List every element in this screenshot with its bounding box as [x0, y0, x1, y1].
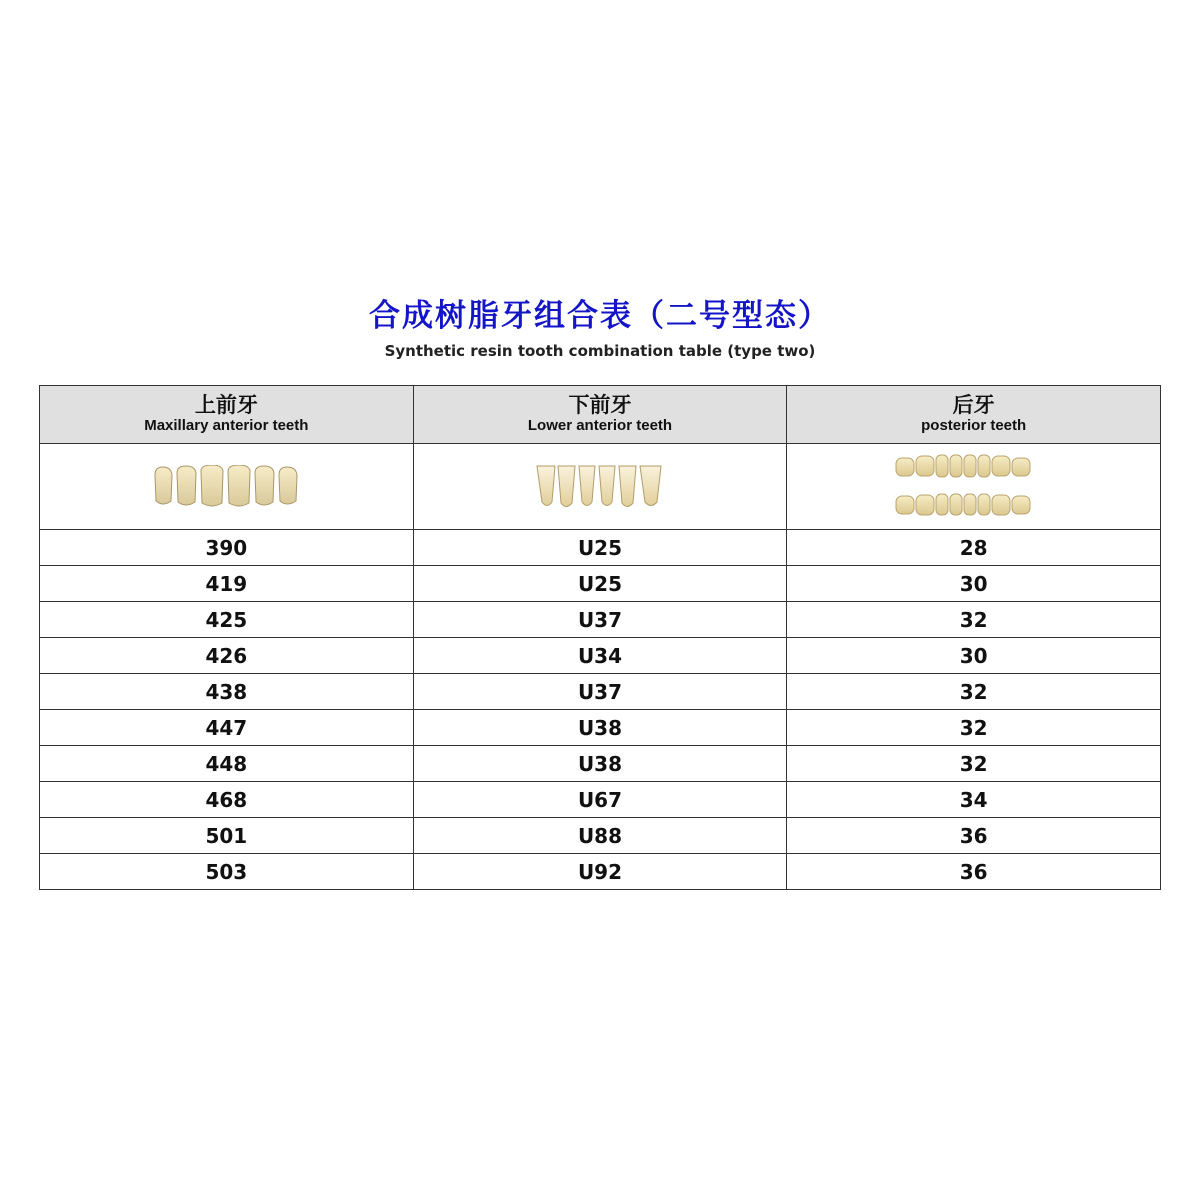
header-cn: 上前牙 — [194, 393, 258, 417]
header-en: posterior teeth — [921, 417, 1027, 434]
lower-anterior-code: U67 — [413, 782, 787, 818]
maxillary-anterior-code: 419 — [40, 566, 414, 602]
posterior-code: 34 — [787, 782, 1161, 818]
maxillary-anterior-code: 390 — [40, 530, 414, 566]
tooth-image-row — [40, 444, 1161, 530]
lower-anterior-code: U88 — [413, 818, 787, 854]
header-en: Maxillary anterior teeth — [144, 417, 309, 434]
table-row — [40, 566, 1161, 602]
tooth-combination-table — [39, 385, 1161, 890]
table-row — [40, 530, 1161, 566]
table-row — [40, 854, 1161, 890]
maxillary-anterior-code: 426 — [40, 638, 414, 674]
maxillary-anterior-code: 425 — [40, 602, 414, 638]
header-cn: 后牙 — [952, 393, 995, 417]
page-title: 合成树脂牙组合表（二号型态） — [369, 298, 831, 334]
header-lower-anterior — [413, 386, 787, 444]
maxillary-anterior-code: 468 — [40, 782, 414, 818]
lower-anterior-code: U37 — [413, 602, 787, 638]
posterior-code: 28 — [787, 530, 1161, 566]
table-row — [40, 602, 1161, 638]
maxillary-anterior-code: 448 — [40, 746, 414, 782]
header-posterior — [787, 386, 1161, 444]
lower-anterior-code: U25 — [413, 530, 787, 566]
posterior-code: 30 — [787, 566, 1161, 602]
table-row — [40, 674, 1161, 710]
posterior-code: 32 — [787, 602, 1161, 638]
posterior-code: 32 — [787, 746, 1161, 782]
lower-anterior-code: U37 — [413, 674, 787, 710]
table-row — [40, 746, 1161, 782]
table-header-row — [40, 386, 1161, 444]
lower-anterior-code: U38 — [413, 746, 787, 782]
table-row — [40, 638, 1161, 674]
lower-anterior-code: U38 — [413, 710, 787, 746]
lower-anterior-teeth-cell — [413, 444, 787, 530]
posterior-code: 36 — [787, 818, 1161, 854]
header-cn: 下前牙 — [568, 393, 632, 417]
posterior-teeth-image — [894, 454, 1054, 520]
posterior-code: 32 — [787, 674, 1161, 710]
maxillary-anterior-code: 447 — [40, 710, 414, 746]
page-subtitle: Synthetic resin tooth combination table (type two) — [384, 342, 816, 360]
maxillary-anterior-code: 503 — [40, 854, 414, 890]
maxillary-anterior-code: 501 — [40, 818, 414, 854]
table-row — [40, 818, 1161, 854]
header-maxillary-anterior — [40, 386, 414, 444]
posterior-code: 30 — [787, 638, 1161, 674]
posterior-teeth-cell — [787, 444, 1161, 530]
maxillary-anterior-code: 438 — [40, 674, 414, 710]
maxillary-anterior-teeth-cell — [40, 444, 414, 530]
posterior-code: 36 — [787, 854, 1161, 890]
table-row — [40, 782, 1161, 818]
table-row — [40, 710, 1161, 746]
maxillary-anterior-teeth-image — [151, 465, 301, 509]
posterior-code: 32 — [787, 710, 1161, 746]
header-en: Lower anterior teeth — [527, 417, 673, 434]
lower-anterior-code: U34 — [413, 638, 787, 674]
lower-anterior-teeth-image — [535, 464, 665, 510]
lower-anterior-code: U92 — [413, 854, 787, 890]
lower-anterior-code: U25 — [413, 566, 787, 602]
